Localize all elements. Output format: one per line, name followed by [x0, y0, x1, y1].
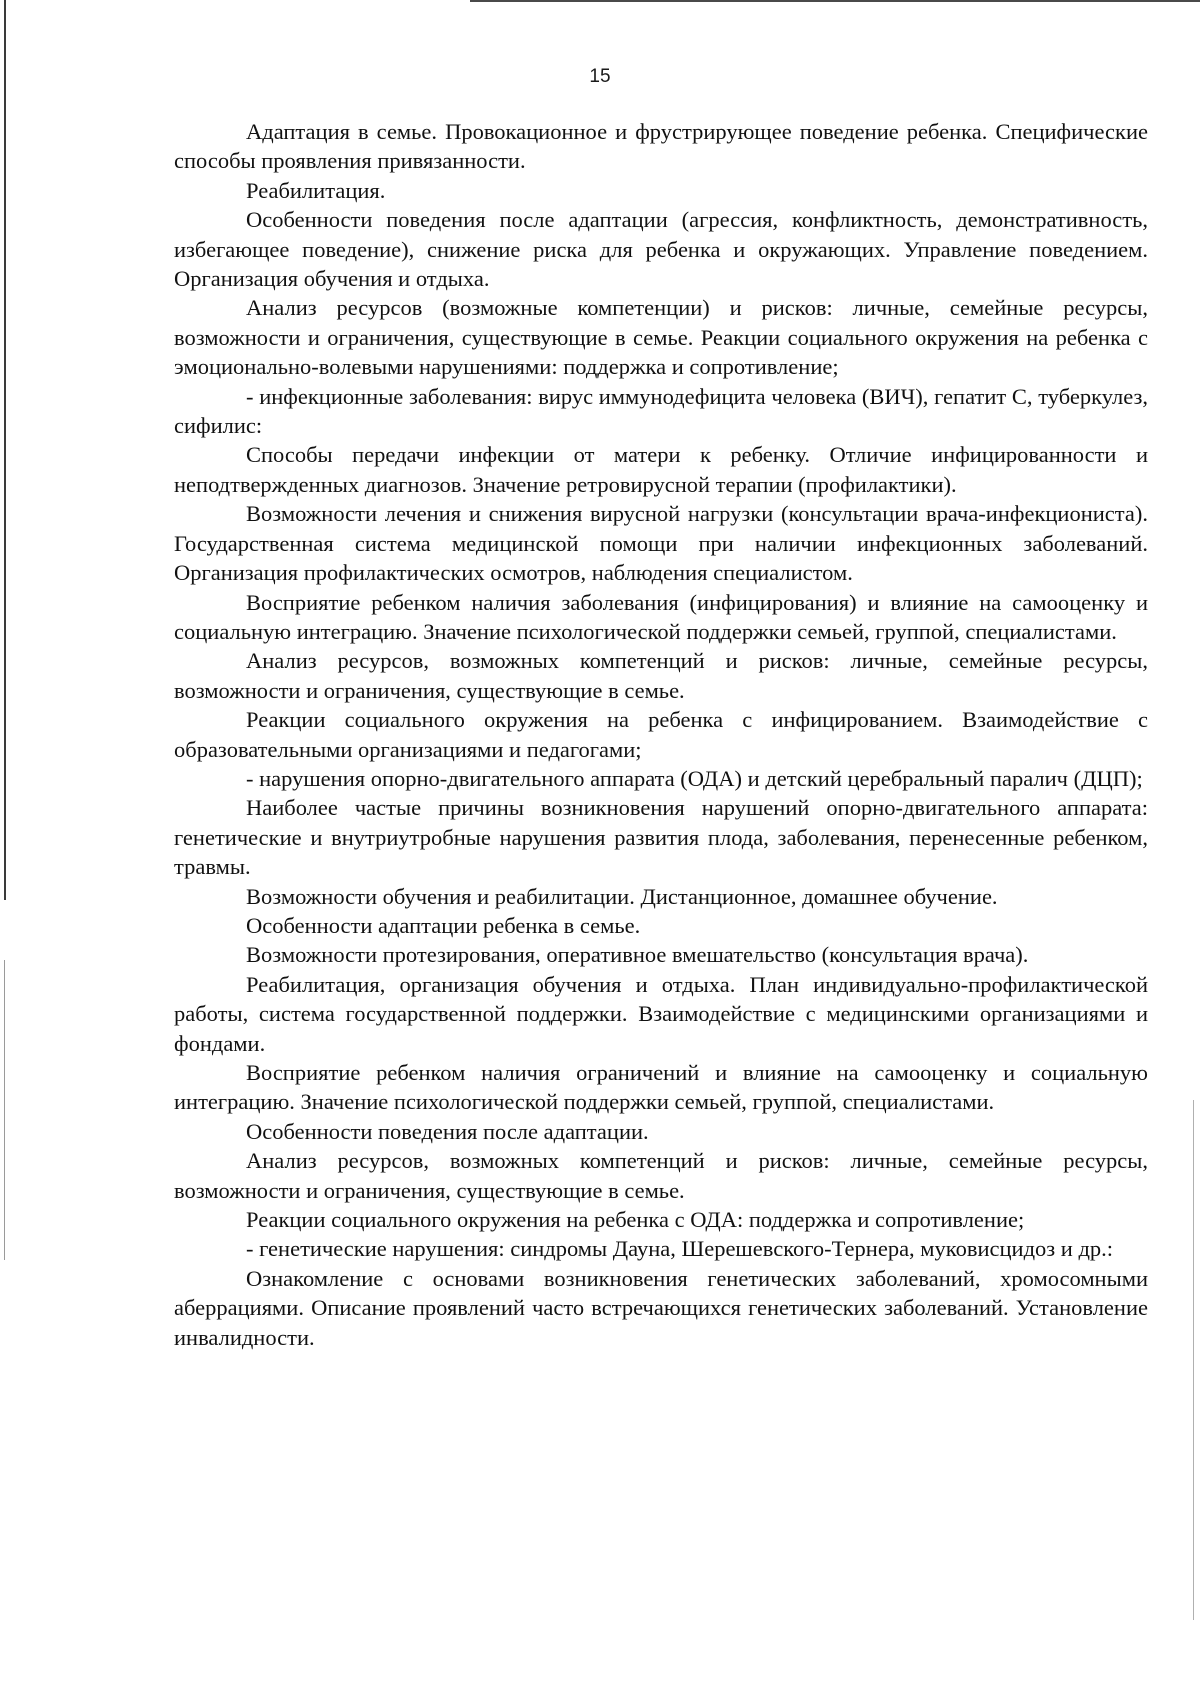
paragraph: Восприятие ребенком наличия ограничений и влияние на самооценку и социальную интеграцию. Значение психологической поддержки семьей, группой, специалистами. [174, 1060, 1148, 1115]
paragraph: Реакции социального окружения на ребенка с ОДА: поддержка и сопротивление; [246, 1207, 1025, 1233]
list-item-paragraph: - генетические нарушения: синдромы Дауна, Шерешевского-Тернера, муковисцидоз и др.: [246, 1236, 1114, 1262]
paragraph: Наиболее частые причины возникновения нарушений опорно-двигательного аппарата: генетические и внутриутробные нарушения развития плода, заболевания, перенесенные ребенком, травмы. [174, 795, 1148, 880]
paragraph: Анализ ресурсов, возможных компетенций и рисков: личные, семейные ресурсы, возможности и ограничения, существующие в семье. [174, 648, 1148, 703]
paragraph: Возможности лечения и снижения вирусной нагрузки (консультации врача-инфекциониста). Государственная система медицинской помощи при наличии инфекционных заболеваний. Организация профилактических осмотров, наблюдения специалистом. [174, 501, 1148, 586]
paragraph: Адаптация в семье. Провокационное и фрустрирующее поведение ребенка. Специфические способы проявления привязанности. [174, 119, 1148, 174]
list-item-paragraph: - нарушения опорно-двигательного аппарата (ОДА) и детский церебральный паралич (ДЦП); [246, 765, 1143, 791]
paragraph: Особенности поведения после адаптации (агрессия, конфликтность, демонстративность, избегающее поведение), снижение риска для ребенка и окружающих. Управление поведением. Организация обучения и отдыха. [174, 207, 1148, 292]
paragraph: Восприятие ребенком наличия заболевания (инфицирования) и влияние на самооценку и социальную интеграцию. Значение психологической поддержки семьей, группой, специалистами. [174, 589, 1148, 644]
paragraph: Реабилитация, организация обучения и отдыха. План индивидуально-профилактической работы, система государственной поддержки. Взаимодействие с медицинскими организациями и фондами. [174, 971, 1148, 1056]
paragraph: Ознакомление с основами возникновения генетических заболеваний, хромосомными аберрациями. Описание проявлений часто встречающихся генетических заболеваний. Установление инвалидности. [174, 1265, 1148, 1350]
paragraph: Анализ ресурсов, возможных компетенций и рисков: личные, семейные ресурсы, возможности и ограничения, существующие в семье. [174, 1148, 1148, 1203]
paragraph: Особенности поведения после адаптации. [246, 1118, 649, 1144]
paragraph: Способы передачи инфекции от матери к ребенку. Отличие инфицированности и неподтвержденных диагнозов. Значение ретровирусной терапии (профилактики). [174, 442, 1148, 497]
list-item-paragraph: - инфекционные заболевания: вирус иммунодефицита человека (ВИЧ), гепатит С, туберкулез, сифилис: [174, 383, 1148, 439]
scan-edge-top [470, 0, 1200, 2]
paragraph: Возможности обучения и реабилитации. Дистанционное, домашнее обучение. [246, 883, 998, 909]
page-number: 15 [589, 66, 611, 87]
paragraph: Реакции социального окружения на ребенка с инфицированием. Взаимодействие с образовательными организациями и педагогами; [174, 707, 1148, 762]
scan-edge-left-lower [4, 960, 5, 1260]
paragraph: Особенности адаптации ребенка в семье. [246, 912, 641, 938]
scan-edge-left [4, 0, 6, 900]
paragraph: Возможности протезирования, оперативное вмешательство (консультация врача). [246, 942, 1029, 968]
document-body [174, 117, 1148, 1352]
paragraph: Анализ ресурсов (возможные компетенции) и рисков: личные, семейные ресурсы, возможности и ограничения, существующие в семье. Реакции социального окружения на ребенка с эмоционально-волевыми нарушениями: поддержка и сопротивление; [174, 295, 1148, 380]
paragraph: Реабилитация. [246, 177, 386, 203]
scan-edge-right [1193, 1100, 1194, 1620]
